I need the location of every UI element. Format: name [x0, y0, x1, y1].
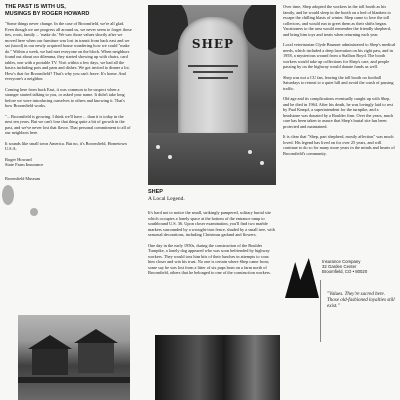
column-shep	[148, 189, 276, 281]
signature-name: Roger Howard	[5, 156, 32, 162]
paragraph: One day in the early 1950s, during the construction of the Boulder Turnpike, a lonely dog appeared who was soon befriended by highway workers. They would toss him bits of their lunches in attempts to coax him closer and win his trust. No one is certain where Shep came from; some say he was lost from a litter of six pups born on a farm north of Broomfield, others that he belonged to one of the construction workers.	[148, 242, 271, 275]
paragraph: It sounds like small town America. But no, it's Broomfield, Hometown U.S.A.	[5, 140, 127, 151]
photo-label: Broomfield Museum	[5, 175, 41, 181]
headstone-lines	[188, 65, 238, 83]
advertiser-address	[322, 259, 396, 275]
paragraph: Old age and its complications eventually caught up with Shep, and he died in 1964. After his death, he was lovingly laid to rest by Paul Kempf, a superintendent for the turnpike, and a headstone was donated by a Boulder firm. Over the years, much care has been taken to assure that Shep's burial site has been protected and maintained.	[283, 96, 394, 129]
signature-org: State Farm Insurance	[5, 162, 44, 168]
bottom-photo	[155, 335, 280, 400]
article-heading: THE PAST IS WITH US,	[5, 4, 66, 10]
pull-quote	[320, 280, 395, 342]
paragraph: It's hard not to notice the small, strikingly pampered, solitary burial site which occupies a lonely space at the bottom of the entrance ramp to southbound U.S. 36. Upon closer examination, you'll find two marble markers surrounded by a wrought-iron fence, shaded by a small tree, with seasonal decorations, including Christmas garland and flowers.	[148, 210, 275, 237]
ad-line: Broomfield, CO • 80020	[322, 269, 368, 275]
mountain-logo-icon	[285, 258, 319, 298]
quote-text: "Values. They're sacred here. Those old-fashioned loyalties still exist."	[327, 292, 395, 309]
ad-line: 32 Garden Center	[322, 264, 357, 270]
headstone-inscription: SHEP	[191, 37, 235, 51]
photo-caption-subtitle: A Local Legend.	[148, 195, 185, 202]
paragraph: Shep was not a CU fan, leaving the toll booth on football Saturdays to retreat to a quiet hill and avoid the crush of passing traffic.	[283, 74, 394, 91]
column-musings	[5, 4, 132, 181]
paragraph: Coming here from back East, it was common to be suspect when a stranger started talking to you, or asked your name. It didn't take long before we were introducing ourselves to others and knowing it. That's how Broomfield works.	[5, 86, 125, 108]
photo-caption-title: SHEP	[148, 189, 163, 195]
paragraph: Over time, Shep adopted the workers in the toll booth as his family, and he would sleep in the booth on a bed of blankets to escape the chilling blasts of winter. Shep came to love the toll collectors, and would run to greet them as their shifts began. Vacationers to the area would remember the friendly shepherd, and bring him toys and treats when returning each year.	[283, 4, 391, 37]
ad-line: Insurance Company	[322, 259, 361, 264]
broomfield-photo	[18, 315, 130, 400]
gravestone-photo	[148, 5, 276, 185]
article-byline-heading: MUSINGS BY ROGER HOWARD	[5, 10, 90, 17]
paragraph: Local veterinarian Clyde Brunner administered to Shep's medical needs, which included a deep laceration on his right paw, and in 1958, a mysterious wound from a Stallion Boyd. The booth workers would take up collections for Shep's care, and people passing by on the highway would donate funds as well.	[283, 42, 396, 69]
paragraph: It is clear that "Shep, part shepherd, mostly affection" was much loved. His legend has lived on for over 25 years, and will continue to do so for many more years in the minds and hearts of Broomfield's community.	[283, 134, 395, 156]
paragraph: "... Broomfield is growing. I think we'll have ... than it is today in the next ten years. But we can't lose that thing quite a bit of growth in the past, and we've never lost that flavor. That personal commitment to all of our neighbors here.	[5, 113, 131, 135]
paragraph: "Some things never change. In the case of Broomfield, we're all glad. Even though we are progress all around us, we never seem to forget those ties, roots, family ... 'make do.' We saw those values shortly after we moved here when our furniture was lost in transit from back east and we sat (stood) in our newly acquired house wondering how we could "make do." Within a week, we had met everyone on the block. When neighbors found out about our dilemma, they started showing up with chairs, card tables, one with a portable TV. Visit within a few days, we had all the basics including pots and pans and dishes. We got invited to dinner a lot. How's that for Broomfield? That's why you can't leave. It's home. And everyone's a neighbor.	[5, 21, 132, 81]
column-shep-continued	[283, 4, 396, 161]
